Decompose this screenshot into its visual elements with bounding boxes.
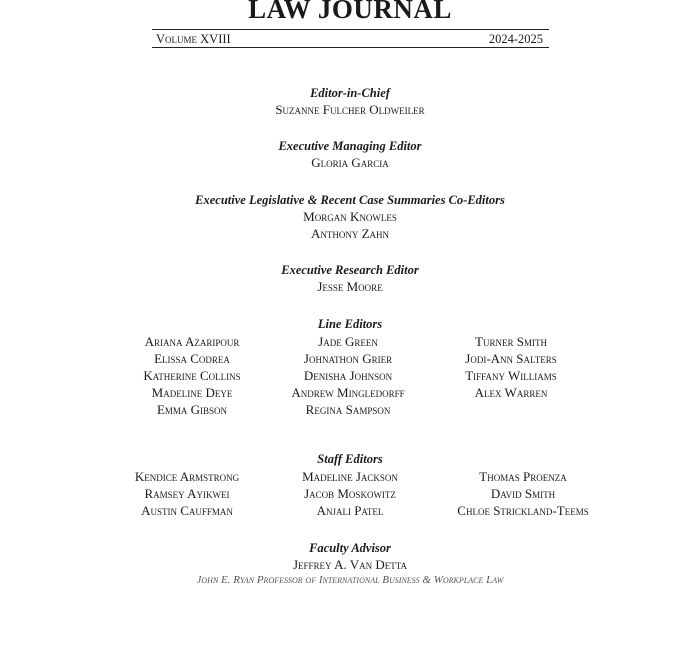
line-editors-heading-wrap bbox=[0, 316, 700, 332]
person-name: Kendice Armstrong bbox=[134, 469, 240, 484]
person-name: Morgan Knowles bbox=[303, 209, 397, 224]
staff-editors-heading-wrap bbox=[0, 451, 700, 467]
person-name: Jeffrey A. Van Detta bbox=[292, 557, 408, 572]
volume-row bbox=[156, 32, 543, 47]
person-name: David Smith bbox=[490, 486, 556, 501]
executive-managing-section bbox=[0, 138, 700, 171]
person-name: Ramsey Ayikwei bbox=[144, 486, 230, 501]
person-name: Austin Cauffman bbox=[141, 503, 233, 518]
person-name: Emma Gibson bbox=[156, 402, 228, 417]
professorship-title: John E. Ryan Professor of International Business & Workplace Law bbox=[196, 574, 504, 586]
role-heading: Executive Research Editor bbox=[281, 263, 419, 277]
role-heading: Faculty Advisor bbox=[309, 541, 391, 555]
faculty-advisor-section bbox=[0, 540, 700, 587]
name-column-3 bbox=[401, 333, 621, 401]
person-name: Chloe Strickland-Teems bbox=[457, 503, 589, 518]
person-name: Madeline Deye bbox=[151, 385, 233, 400]
person-name: Ariana Azaripour bbox=[144, 334, 240, 349]
person-name: Jacob Moskowitz bbox=[304, 486, 396, 501]
person-name: Jesse Moore bbox=[317, 279, 383, 294]
role-heading: Staff Editors bbox=[317, 452, 383, 466]
person-name: Alex Warren bbox=[474, 385, 548, 400]
editor-in-chief-section bbox=[0, 85, 700, 118]
person-name: Jade Green bbox=[318, 334, 378, 349]
person-name: Suzanne Fulcher Oldweiler bbox=[275, 102, 425, 117]
person-name: Johnathon Grier bbox=[303, 351, 393, 366]
person-name: Jodi-Ann Salters bbox=[465, 351, 557, 366]
person-name: Madeline Jackson bbox=[302, 469, 398, 484]
volume-label: Volume XVIII bbox=[156, 32, 231, 46]
masthead-title: LAW JOURNAL bbox=[248, 0, 452, 24]
person-name: Turner Smith bbox=[475, 334, 547, 349]
year-label: 2024-2025 bbox=[488, 32, 543, 46]
person-name: Denisha Johnson bbox=[303, 368, 393, 383]
person-name: Tiffany Williams bbox=[465, 368, 557, 383]
person-name: Anjali Patel bbox=[316, 503, 384, 518]
executive-legislative-section bbox=[0, 192, 700, 242]
top-rule bbox=[152, 29, 549, 30]
role-heading: Editor-in-Chief bbox=[310, 86, 390, 100]
person-name: Regina Sampson bbox=[305, 402, 391, 417]
bottom-rule bbox=[152, 47, 549, 48]
person-name: Elissa Codrea bbox=[154, 351, 230, 366]
executive-research-section bbox=[0, 262, 700, 295]
person-name: Katherine Collins bbox=[143, 368, 241, 383]
person-name: Thomas Proenza bbox=[479, 469, 567, 484]
person-name: Andrew Mingledorff bbox=[291, 385, 405, 400]
role-heading: Line Editors bbox=[317, 317, 383, 331]
role-heading: Executive Legislative & Recent Case Summaries Co-Editors bbox=[195, 193, 505, 207]
person-name: Gloria Garcia bbox=[311, 155, 389, 170]
name-column-3 bbox=[413, 468, 633, 519]
person-name: Anthony Zahn bbox=[310, 226, 390, 241]
role-heading: Executive Managing Editor bbox=[278, 139, 422, 153]
